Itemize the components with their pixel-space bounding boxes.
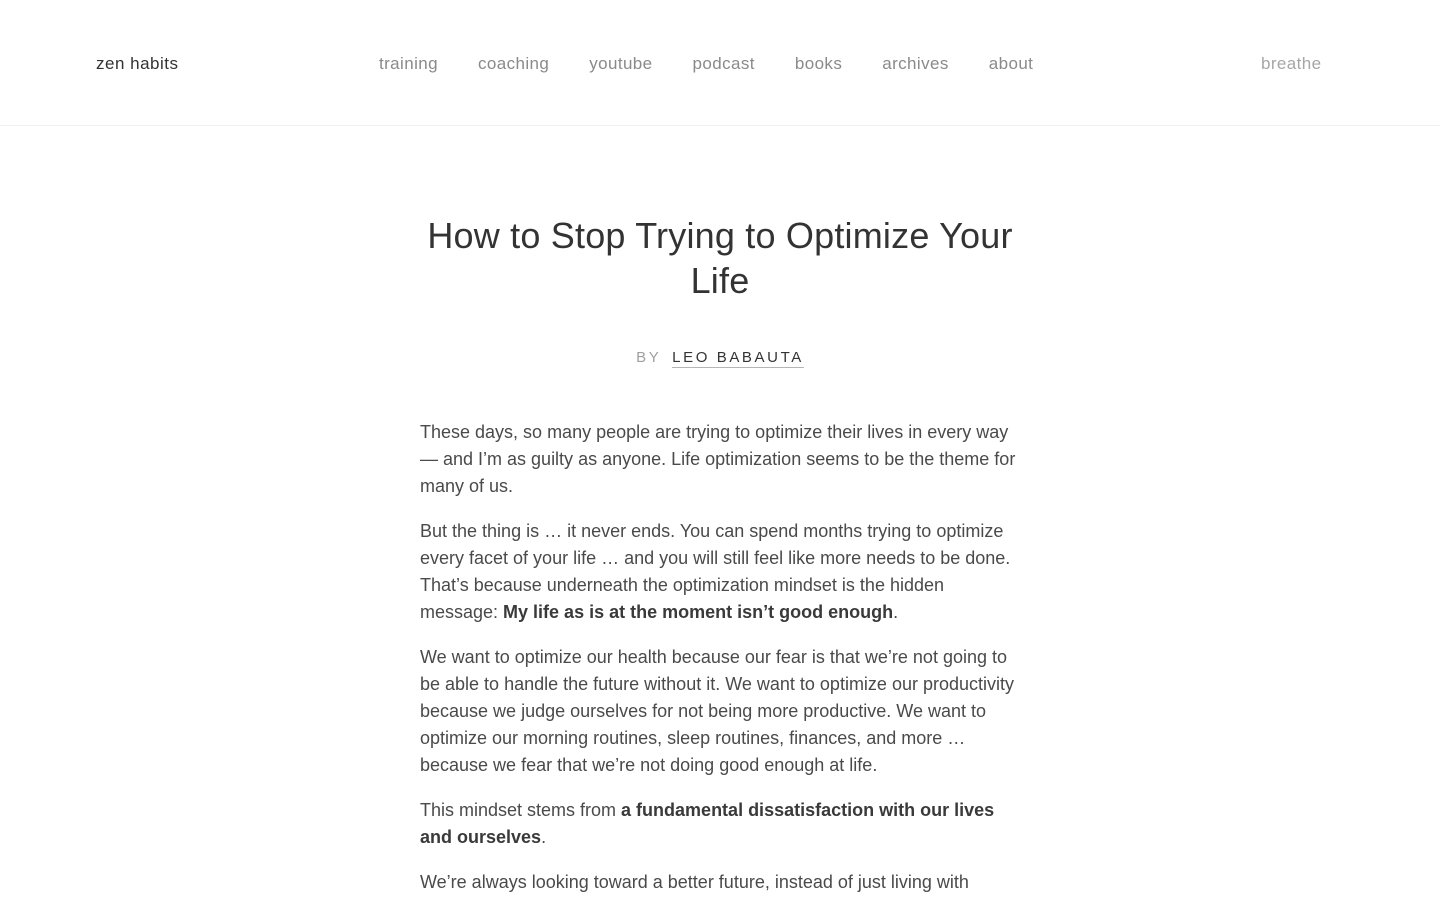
site-header: [0, 0, 1440, 126]
nav-item-coaching[interactable]: coaching: [477, 54, 550, 73]
paragraph-2-emphasis: My life as is at the moment isn’t good enough: [503, 602, 894, 622]
paragraph-5: We’re always looking toward a better future, instead of just living with: [420, 872, 969, 892]
paragraph-3: We want to optimize our health because our fear is that we’re not going to be able to handle the future without it. We want to optimize our productivity because we judge ourselves for not being more productive. We want to optimize our morning routines, sleep routines, finances, and more … because we fear that we’re not doing good enough at life.: [420, 647, 1014, 775]
paragraph-1: These days, so many people are trying to optimize their lives in every way — and I’m as guilty as anyone. Life optimization seems to be the theme for many of us.: [420, 422, 1016, 496]
nav-item-youtube[interactable]: youtube: [589, 54, 653, 73]
author-link[interactable]: LEO BABAUTA: [672, 349, 804, 366]
nav-item-archives[interactable]: archives: [882, 54, 949, 73]
paragraph-2: [420, 518, 1020, 626]
nav-item-training[interactable]: training: [379, 54, 438, 73]
breathe-link[interactable]: breathe: [1261, 54, 1322, 73]
paragraph-4-end: .: [541, 827, 547, 847]
byline-prefix: BY: [636, 349, 662, 366]
post-title: How to Stop Trying to Optimize Your Life: [427, 215, 1013, 301]
article: [0, 126, 1440, 914]
nav-item-podcast[interactable]: podcast: [692, 54, 755, 73]
paragraph-4-emphasis: a fundamental dissatisfaction with our lives and ourselves: [420, 800, 995, 847]
paragraph-2-end: .: [893, 602, 899, 622]
nav-item-books[interactable]: books: [794, 54, 843, 73]
paragraph-4-text: This mindset stems from: [420, 800, 622, 820]
nav-item-about[interactable]: about: [988, 54, 1034, 73]
post-body: [420, 419, 1020, 896]
paragraph-2-text: But the thing is … it never ends. You can spend months trying to optimize every facet of your life … and you will still feel like more needs to be done. That’s because underneath the optimization mindset is the hidden message:: [420, 521, 1011, 622]
paragraph-4: [420, 797, 1020, 851]
main-nav: [379, 53, 1073, 75]
byline: [0, 348, 1440, 368]
site-logo-link[interactable]: zen habits: [96, 54, 179, 73]
